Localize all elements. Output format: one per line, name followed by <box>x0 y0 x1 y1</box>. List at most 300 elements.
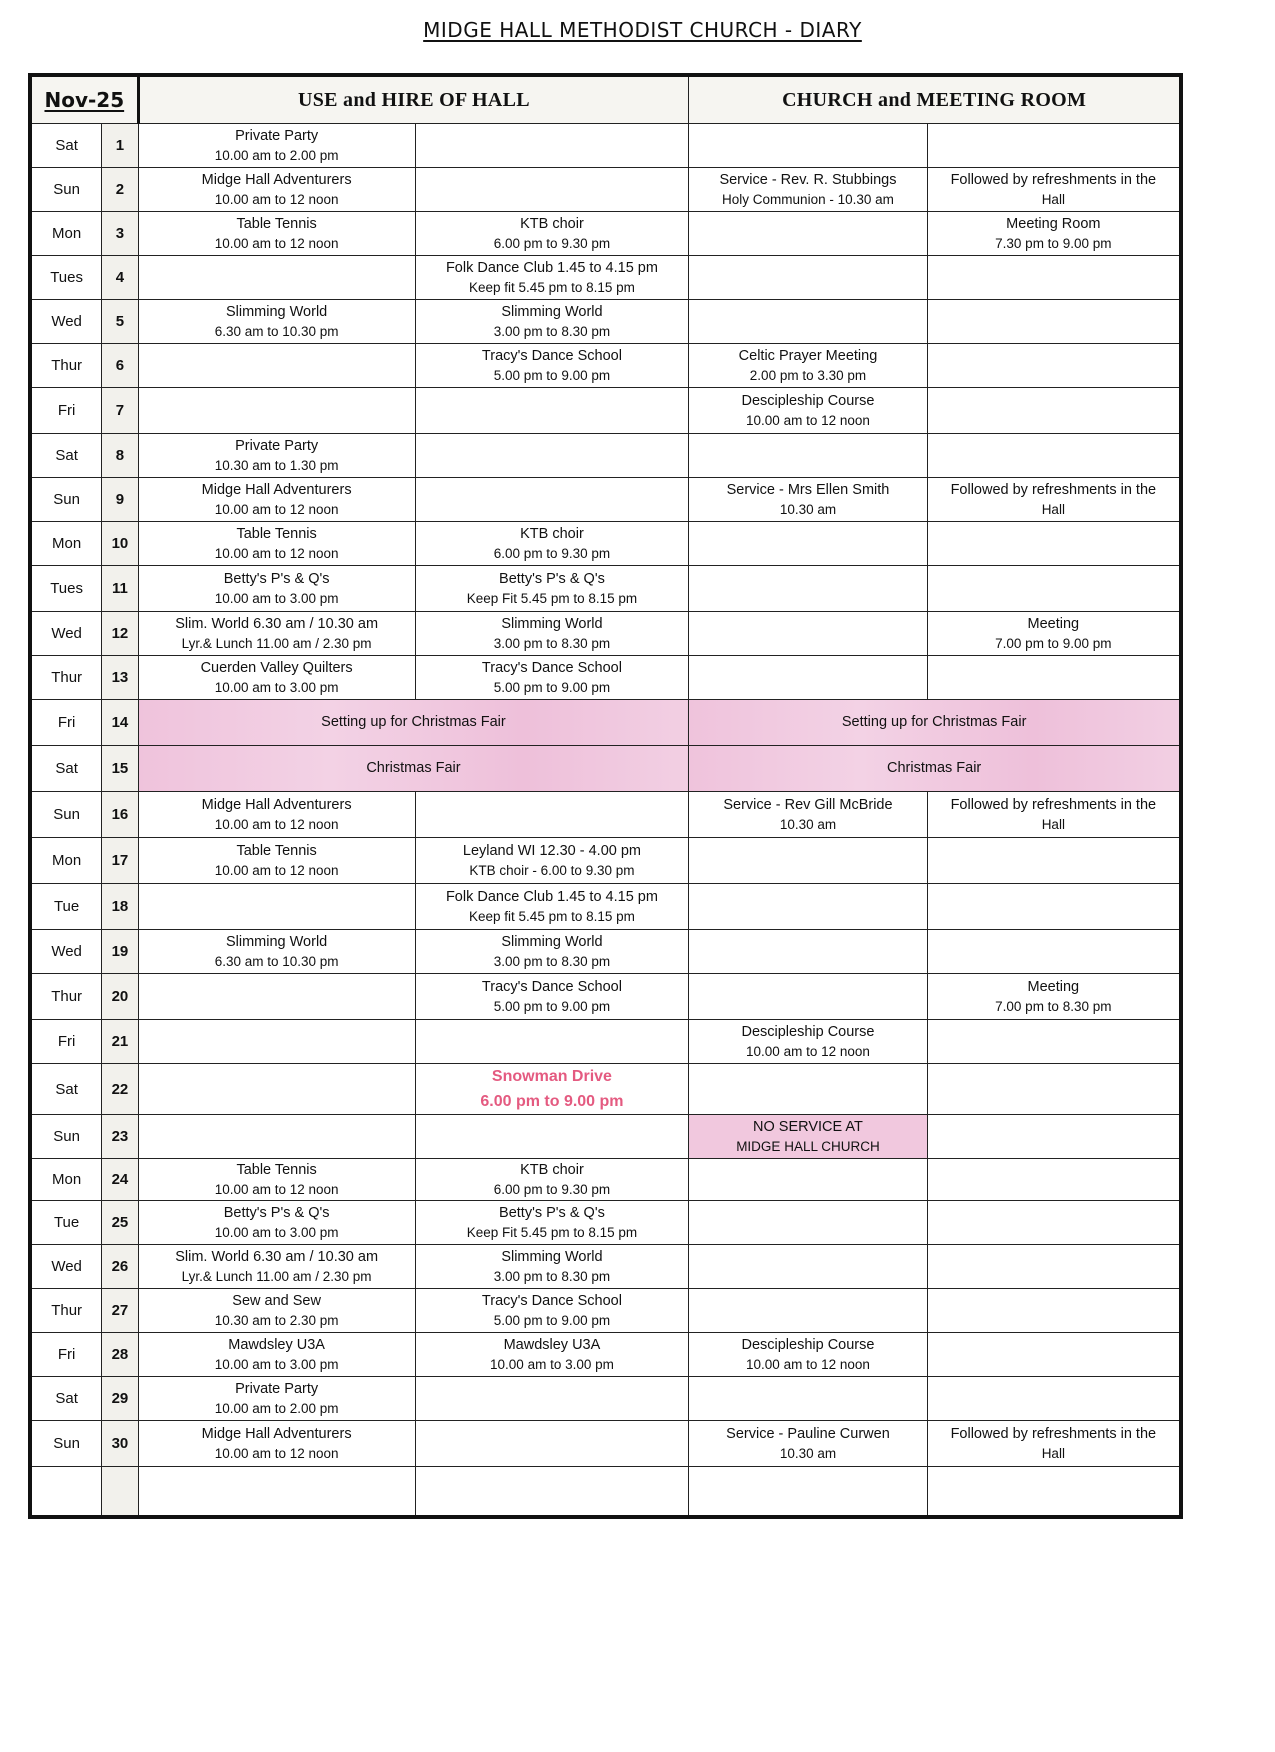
day-of-week: Thur <box>30 656 102 700</box>
event-time: Holy Communion - 10.30 am <box>722 191 894 207</box>
event-cell <box>927 930 1181 974</box>
event-cell <box>927 388 1181 434</box>
event-title: Cuerden Valley Quilters <box>200 659 353 676</box>
day-number: 1 <box>102 124 138 168</box>
event-time: 10.00 am to 12 noon <box>214 501 339 517</box>
event-title: Mawdsley U3A <box>228 1336 325 1353</box>
event-cell <box>927 256 1181 300</box>
event-cell <box>927 974 1181 1020</box>
event-title: Tracy's Dance School <box>481 659 622 676</box>
month-label: Nov-25 <box>30 75 138 124</box>
event-time: 10.30 am <box>779 501 837 517</box>
day-number: 10 <box>102 522 138 566</box>
day-of-week: Mon <box>30 522 102 566</box>
event-time: 10.00 am to 12 noon <box>214 816 339 832</box>
event-cell <box>138 930 415 974</box>
event-time: KTB choir - 6.00 to 9.30 pm <box>469 862 635 878</box>
event-title: KTB choir <box>520 525 584 542</box>
diary-row <box>30 124 1181 168</box>
diary-row <box>30 566 1181 612</box>
event-time: Hall <box>1041 501 1065 517</box>
event-time: 10.00 am to 3.00 pm <box>490 1356 614 1372</box>
church-heading: CHURCH and MEETING ROOM <box>689 75 1181 124</box>
day-number: 16 <box>102 792 138 838</box>
event-cell <box>138 1333 415 1377</box>
event-cell <box>689 838 927 884</box>
event-cell <box>927 1333 1181 1377</box>
hall-span-cell: Setting up for Christmas Fair <box>138 700 689 746</box>
event-cell <box>415 1421 689 1467</box>
event-cell <box>415 566 689 612</box>
day-number: 13 <box>102 656 138 700</box>
event-title: Midge Hall Adventurers <box>201 481 352 498</box>
event-cell <box>689 1333 927 1377</box>
event-time: 10.00 am to 3.00 pm <box>214 1224 339 1240</box>
event-time: 10.00 am to 12 noon <box>214 1445 339 1461</box>
event-title: Tracy's Dance School <box>481 978 622 995</box>
event-cell <box>689 1377 927 1421</box>
event-time: Hall <box>1041 191 1065 207</box>
day-of-week: Tues <box>30 256 102 300</box>
event-cell <box>927 168 1181 212</box>
event-title: Midge Hall Adventurers <box>201 796 352 813</box>
event-cell <box>689 522 927 566</box>
diary-row <box>30 838 1181 884</box>
event-time: 6.00 pm to 9.30 pm <box>493 545 611 561</box>
event-title: Mawdsley U3A <box>503 1336 601 1353</box>
day-number: 19 <box>102 930 138 974</box>
event-cell <box>138 344 415 388</box>
event-cell <box>415 300 689 344</box>
event-title: Table Tennis <box>236 842 317 859</box>
event-time: Keep fit 5.45 pm to 8.15 pm <box>469 908 635 924</box>
event-title: KTB choir <box>520 215 584 232</box>
event-time: 6.30 am to 10.30 pm <box>214 953 339 969</box>
event-time: Keep Fit 5.45 pm to 8.15 pm <box>466 590 638 606</box>
event-title: Slimming World <box>225 933 328 950</box>
event-time: 10.00 am to 12 noon <box>214 862 339 878</box>
diary-row <box>30 300 1181 344</box>
diary-row <box>30 1421 1181 1467</box>
event-cell <box>138 792 415 838</box>
event-time: 3.00 pm to 8.30 pm <box>493 953 611 969</box>
event-cell <box>415 478 689 522</box>
event-title: Table Tennis <box>236 525 317 542</box>
event-cell <box>138 478 415 522</box>
event-title: Descipleship Course <box>741 392 875 409</box>
day-number: 11 <box>102 566 138 612</box>
event-cell <box>415 344 689 388</box>
event-cell <box>415 1201 689 1245</box>
event-title: Betty's P's & Q's <box>499 570 605 587</box>
event-title: Folk Dance Club 1.45 to 4.15 pm <box>445 888 658 905</box>
day-number: 9 <box>102 478 138 522</box>
event-cell <box>927 1467 1181 1517</box>
diary-row <box>30 612 1181 656</box>
hall-heading: USE and HIRE OF HALL <box>138 75 689 124</box>
diary-row <box>30 212 1181 256</box>
day-of-week: Sun <box>30 1115 102 1159</box>
event-cell <box>927 1201 1181 1245</box>
event-cell <box>689 300 927 344</box>
event-cell <box>138 168 415 212</box>
day-of-week: Tue <box>30 884 102 930</box>
event-title: Service - Pauline Curwen <box>726 1425 890 1442</box>
event-cell <box>927 1064 1181 1115</box>
event-title: KTB choir <box>520 1161 584 1178</box>
event-time: 5.00 pm to 9.00 pm <box>493 1312 611 1328</box>
event-cell <box>927 1245 1181 1289</box>
event-cell <box>689 974 927 1020</box>
event-title: Slimming World <box>501 933 603 950</box>
event-cell <box>689 792 927 838</box>
event-cell <box>138 566 415 612</box>
day-of-week: Fri <box>30 1020 102 1064</box>
event-cell <box>138 612 415 656</box>
event-time: MIDGE HALL CHURCH <box>736 1138 880 1154</box>
event-title: Service - Rev. R. Stubbings <box>719 171 897 188</box>
event-title: Betty's P's & Q's <box>223 570 330 587</box>
day-of-week: Fri <box>30 1333 102 1377</box>
event-cell <box>415 124 689 168</box>
day-number: 27 <box>102 1289 138 1333</box>
diary-row <box>30 434 1181 478</box>
event-cell <box>927 792 1181 838</box>
event-time: 3.00 pm to 8.30 pm <box>493 1268 611 1284</box>
diary-row <box>30 1115 1181 1159</box>
event-time: 6.00 pm to 9.30 pm <box>493 1181 611 1197</box>
event-cell <box>689 1115 927 1159</box>
day-number: 14 <box>102 700 138 746</box>
event-time: 3.00 pm to 8.30 pm <box>493 323 611 339</box>
event-cell <box>415 1467 689 1517</box>
event-title: Folk Dance Club 1.45 to 4.15 pm <box>445 259 658 276</box>
event-cell <box>138 884 415 930</box>
event-time: 10.00 am to 2.00 pm <box>214 147 339 163</box>
event-time: 10.30 am to 2.30 pm <box>214 1312 339 1328</box>
event-title: Descipleship Course <box>741 1023 875 1040</box>
day-number: 25 <box>102 1201 138 1245</box>
day-of-week: Wed <box>30 612 102 656</box>
event-cell <box>689 1421 927 1467</box>
event-title: Slim. World 6.30 am / 10.30 am <box>175 615 379 632</box>
diary-row <box>30 478 1181 522</box>
diary-row <box>30 1289 1181 1333</box>
event-time: 6.30 am to 10.30 pm <box>214 323 339 339</box>
event-cell <box>138 1064 415 1115</box>
event-title: Midge Hall Adventurers <box>201 171 352 188</box>
event-time: Keep Fit 5.45 pm to 8.15 pm <box>466 1224 638 1240</box>
day-of-week: Sun <box>30 792 102 838</box>
event-cell <box>138 1201 415 1245</box>
event-title: Table Tennis <box>236 215 317 232</box>
event-time: 6.00 pm to 9.00 pm <box>480 1093 624 1110</box>
event-time: 7.00 pm to 9.00 pm <box>995 635 1112 651</box>
event-cell <box>927 656 1181 700</box>
day-of-week: Mon <box>30 212 102 256</box>
church-span-cell: Setting up for Christmas Fair <box>689 700 1181 746</box>
day-of-week: Tues <box>30 566 102 612</box>
day-number: 17 <box>102 838 138 884</box>
diary-row <box>30 256 1181 300</box>
event-cell <box>689 656 927 700</box>
event-time: 7.00 pm to 8.30 pm <box>995 998 1112 1014</box>
event-cell <box>927 434 1181 478</box>
day-number: 8 <box>102 434 138 478</box>
day-number: 3 <box>102 212 138 256</box>
diary-row <box>30 656 1181 700</box>
event-cell <box>415 792 689 838</box>
event-cell <box>415 1064 689 1115</box>
event-cell <box>689 1201 927 1245</box>
day-of-week: Thur <box>30 974 102 1020</box>
event-cell <box>138 1467 415 1517</box>
event-title: Followed by refreshments in the <box>950 171 1157 188</box>
event-cell <box>138 1159 415 1201</box>
event-title: Private Party <box>235 437 319 454</box>
event-cell <box>415 1333 689 1377</box>
event-time: 10.00 am to 12 noon <box>214 1181 339 1197</box>
event-cell <box>415 1245 689 1289</box>
event-cell <box>415 256 689 300</box>
event-cell <box>689 566 927 612</box>
event-cell <box>415 930 689 974</box>
event-cell <box>415 1377 689 1421</box>
day-of-week: Thur <box>30 344 102 388</box>
event-cell <box>689 884 927 930</box>
event-cell <box>689 1064 927 1115</box>
event-cell <box>138 1245 415 1289</box>
diary-row <box>30 388 1181 434</box>
event-title: Meeting <box>1027 978 1080 995</box>
event-title: Slimming World <box>501 303 603 320</box>
event-time: 2.00 pm to 3.30 pm <box>749 367 867 383</box>
event-cell <box>689 124 927 168</box>
event-cell <box>689 256 927 300</box>
page-title: MIDGE HALL METHODIST CHURCH - DIARY <box>423 18 862 42</box>
event-time: 10.00 am to 12 noon <box>746 1356 870 1372</box>
day-number <box>102 1467 138 1517</box>
event-title: Descipleship Course <box>741 1336 875 1353</box>
diary-row <box>30 1377 1181 1421</box>
event-cell <box>415 1159 689 1201</box>
event-title: Followed by refreshments in the <box>950 1425 1157 1442</box>
event-cell <box>138 974 415 1020</box>
day-number: 20 <box>102 974 138 1020</box>
event-cell <box>927 1289 1181 1333</box>
event-cell <box>689 434 927 478</box>
day-of-week: Thur <box>30 1289 102 1333</box>
event-time: Keep fit 5.45 pm to 8.15 pm <box>469 279 635 295</box>
event-cell <box>138 434 415 478</box>
day-number: 30 <box>102 1421 138 1467</box>
diary-row <box>30 746 1181 792</box>
diary-row <box>30 930 1181 974</box>
diary-row <box>30 168 1181 212</box>
day-of-week: Sat <box>30 746 102 792</box>
event-cell <box>415 974 689 1020</box>
day-number: 7 <box>102 388 138 434</box>
day-of-week: Sun <box>30 168 102 212</box>
day-of-week: Tue <box>30 1201 102 1245</box>
event-cell <box>927 612 1181 656</box>
event-title: Tracy's Dance School <box>481 1292 622 1309</box>
event-cell <box>415 884 689 930</box>
event-cell <box>138 124 415 168</box>
diary-row <box>30 974 1181 1020</box>
day-number: 6 <box>102 344 138 388</box>
diary-row <box>30 1201 1181 1245</box>
event-time: 5.00 pm to 9.00 pm <box>493 679 611 695</box>
day-of-week: Sat <box>30 1064 102 1115</box>
event-time: 10.30 am <box>779 816 837 832</box>
diary-row <box>30 884 1181 930</box>
day-number: 15 <box>102 746 138 792</box>
event-title: Sew and Sew <box>232 1292 321 1309</box>
day-of-week: Sat <box>30 124 102 168</box>
event-time: 10.00 am to 12 noon <box>214 545 339 561</box>
event-time: 10.00 am to 2.00 pm <box>214 1400 339 1416</box>
event-cell <box>927 1020 1181 1064</box>
event-cell <box>415 434 689 478</box>
event-cell <box>138 656 415 700</box>
event-cell <box>415 168 689 212</box>
event-title: Betty's P's & Q's <box>223 1204 330 1221</box>
event-cell <box>927 478 1181 522</box>
event-cell <box>927 124 1181 168</box>
diary-row <box>30 1467 1181 1517</box>
event-title: Slimming World <box>501 1248 603 1265</box>
event-cell <box>138 1377 415 1421</box>
diary-row <box>30 1245 1181 1289</box>
event-title: Betty's P's & Q's <box>499 1204 605 1221</box>
event-time: Hall <box>1041 816 1065 832</box>
diary-row <box>30 1020 1181 1064</box>
event-cell <box>138 522 415 566</box>
event-time: 3.00 pm to 8.30 pm <box>493 635 611 651</box>
event-time: Hall <box>1041 1445 1065 1461</box>
day-of-week: Mon <box>30 838 102 884</box>
event-cell <box>415 656 689 700</box>
day-number: 22 <box>102 1064 138 1115</box>
event-time: 7.30 pm to 9.00 pm <box>995 235 1112 251</box>
day-of-week: Fri <box>30 388 102 434</box>
event-cell <box>415 522 689 566</box>
event-title: Leyland WI 12.30 - 4.00 pm <box>462 842 642 859</box>
event-cell <box>689 1467 927 1517</box>
event-cell <box>138 256 415 300</box>
day-number: 23 <box>102 1115 138 1159</box>
event-cell <box>927 884 1181 930</box>
event-cell <box>138 212 415 256</box>
event-title: Celtic Prayer Meeting <box>738 347 878 364</box>
event-cell <box>689 344 927 388</box>
event-title: Service - Mrs Ellen Smith <box>726 481 890 498</box>
event-cell <box>138 388 415 434</box>
event-time: 10.00 am to 12 noon <box>214 235 339 251</box>
diary-row <box>30 1159 1181 1201</box>
event-title: Midge Hall Adventurers <box>201 1425 352 1442</box>
event-cell <box>415 1289 689 1333</box>
event-title: Followed by refreshments in the <box>950 481 1157 498</box>
event-cell <box>138 1421 415 1467</box>
event-title: Slimming World <box>501 615 603 632</box>
event-cell <box>415 838 689 884</box>
day-of-week: Sat <box>30 1377 102 1421</box>
event-cell <box>689 478 927 522</box>
event-cell <box>927 212 1181 256</box>
day-number: 4 <box>102 256 138 300</box>
event-time: 5.00 pm to 9.00 pm <box>493 367 611 383</box>
diary-row <box>30 1333 1181 1377</box>
event-cell <box>138 838 415 884</box>
event-time: 10.00 am to 3.00 pm <box>214 590 339 606</box>
event-cell <box>927 522 1181 566</box>
diary-body <box>30 124 1181 1517</box>
day-of-week: Fri <box>30 700 102 746</box>
event-cell <box>415 388 689 434</box>
day-number: 26 <box>102 1245 138 1289</box>
event-cell <box>927 344 1181 388</box>
day-number: 12 <box>102 612 138 656</box>
event-time: 10.00 am to 12 noon <box>746 412 870 428</box>
event-time: Lyr.& Lunch 11.00 am / 2.30 pm <box>181 1268 372 1284</box>
diary-row <box>30 1064 1181 1115</box>
day-number: 29 <box>102 1377 138 1421</box>
day-number: 2 <box>102 168 138 212</box>
event-cell <box>689 212 927 256</box>
event-cell <box>689 388 927 434</box>
diary-table <box>28 73 1183 1519</box>
event-time: 6.00 pm to 9.30 pm <box>493 235 611 251</box>
diary-header <box>30 75 1181 124</box>
event-time: 5.00 pm to 9.00 pm <box>493 998 611 1014</box>
event-time: 10.00 am to 12 noon <box>746 1043 870 1059</box>
diary-row <box>30 700 1181 746</box>
event-cell <box>415 1020 689 1064</box>
event-time: 10.00 am to 3.00 pm <box>214 1356 339 1372</box>
event-cell <box>415 212 689 256</box>
day-of-week: Sun <box>30 1421 102 1467</box>
event-cell <box>415 612 689 656</box>
day-of-week: Wed <box>30 300 102 344</box>
event-time: 10.30 am to 1.30 pm <box>214 457 339 473</box>
event-title: Private Party <box>235 1380 319 1397</box>
event-title: Private Party <box>235 127 319 144</box>
event-cell <box>927 1115 1181 1159</box>
event-time: Lyr.& Lunch 11.00 am / 2.30 pm <box>181 635 372 651</box>
day-of-week: Sun <box>30 478 102 522</box>
diary-row <box>30 792 1181 838</box>
event-title: Meeting <box>1027 615 1080 632</box>
event-cell <box>138 300 415 344</box>
event-title: Table Tennis <box>236 1161 317 1178</box>
event-cell <box>415 1115 689 1159</box>
event-cell <box>927 1421 1181 1467</box>
event-cell <box>138 1020 415 1064</box>
event-cell <box>927 300 1181 344</box>
day-number: 5 <box>102 300 138 344</box>
day-of-week: Mon <box>30 1159 102 1201</box>
event-title: Meeting Room <box>1006 215 1101 232</box>
event-cell <box>689 1159 927 1201</box>
event-title: Followed by refreshments in the <box>950 796 1157 813</box>
event-title: NO SERVICE AT <box>753 1118 863 1135</box>
event-cell <box>689 168 927 212</box>
event-cell <box>138 1289 415 1333</box>
event-time: 10.00 am to 3.00 pm <box>214 679 339 695</box>
hall-span-cell: Christmas Fair <box>138 746 689 792</box>
